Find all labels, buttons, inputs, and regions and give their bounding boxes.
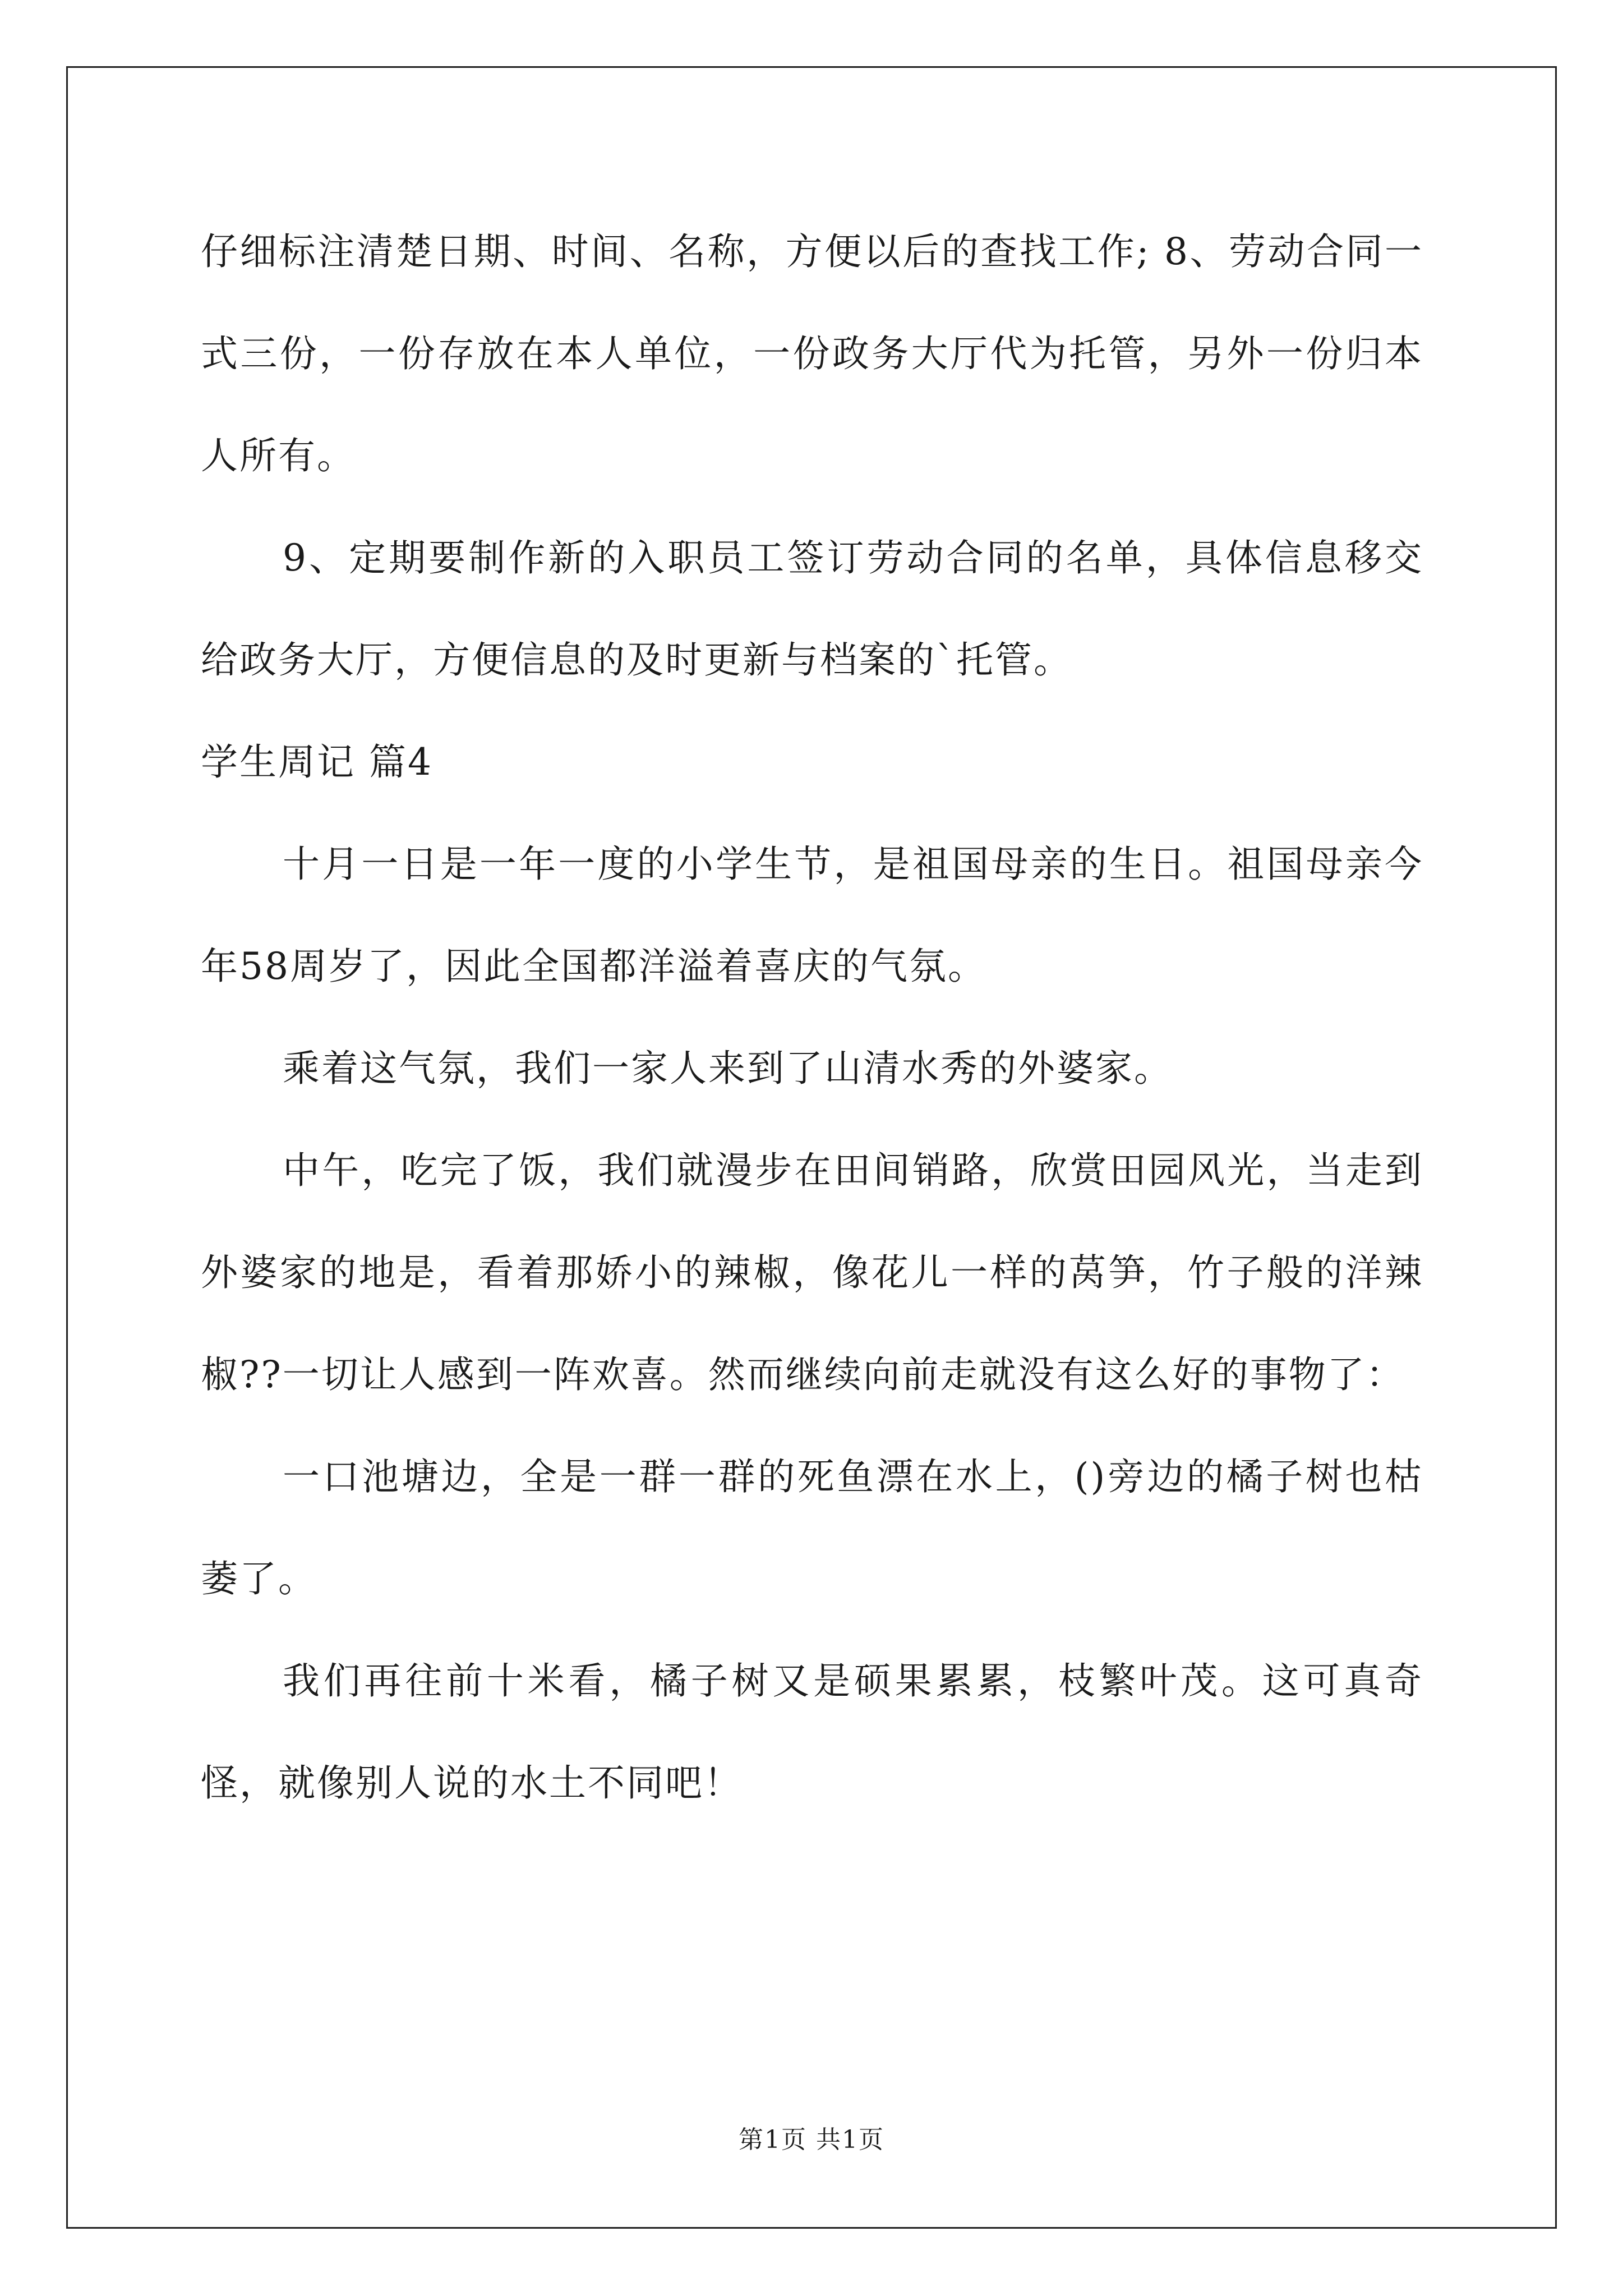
essay-paragraph: 中午，吃完了饭，我们就漫步在田间销路，欣赏田园风光，当走到外婆家的地是，看着那娇小的辣椒，像花儿一样的莴笋，竹子般的洋辣椒??一切让人感到一阵欢喜。然而继续向前走就没有这么好的事物了： [201, 1149, 1423, 1396]
essay-paragraph: 一口池塘边，全是一群一群的死鱼漂在水上，()旁边的橘子树也枯萎了。 [201, 1455, 1423, 1600]
document-body [201, 201, 1423, 1834]
essay-paragraph: 十月一日是一年一度的小学生节，是祖国母亲的生日。祖国母亲今年58周岁了，因此全国都洋溢着喜庆的气氛。 [201, 843, 1423, 988]
essay-paragraph: 我们再往前十米看，橘子树又是硕果累累，枝繁叶茂。这可真奇怪，就像别人说的水土不同吧！ [201, 1659, 1423, 1805]
page-footer: 第1页 共1页 [739, 2125, 884, 2154]
essay-paragraph: 乘着这气氛，我们一家人来到了山清水秀的外婆家。 [283, 1047, 1173, 1090]
paragraph-contract-copies: 仔细标注清楚日期、时间、名称，方便以后的查找工作; 8、劳动合同一式三份，一份存放在本人单位，一份政务大厅代为托管，另外一份归本人所有。 [201, 230, 1423, 477]
paragraph-new-employee-list: 9、定期要制作新的入职员工签订劳动合同的名单，具体信息移交给政务大厅，方便信息的及时更新与档案的`托管。 [201, 536, 1423, 682]
section-title: 学生周记 篇4 [201, 740, 433, 784]
